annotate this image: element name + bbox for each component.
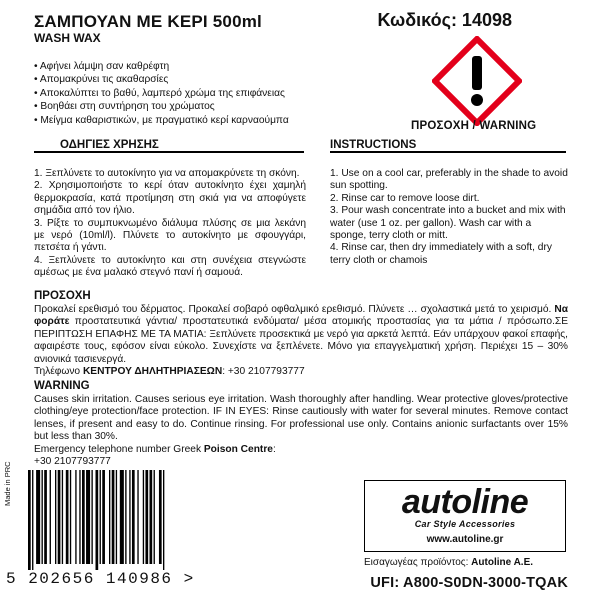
product-title: ΣΑΜΠΟΥΑΝ ΜΕ ΚΕΡΙ 500ml	[34, 12, 262, 31]
warning-en-text	[34, 394, 568, 468]
instruction-step: 3. Pour wash concentrate into a bucket and mix with water (use 1 oz. per gallon). Wash car with a sponge, terry cloth or mitt.	[330, 205, 566, 242]
feature-item: • Αποκαλύπτει το βαθύ, λαμπερό χρώμα της επιφάνειας	[34, 87, 289, 100]
origin-label: Made in PRC	[3, 461, 12, 506]
barcode-digits: 5 202656 140986 >	[6, 570, 195, 588]
barcode-bar	[145, 470, 148, 564]
barcode-bar	[70, 470, 71, 564]
barcode-bar	[132, 470, 135, 564]
section-divider	[34, 151, 304, 153]
product-code: Κωδικός: 14098	[377, 10, 512, 30]
barcode-bar	[163, 470, 164, 570]
instruction-step: 1. Use on a cool car, preferably in the shade to avoid sun spotting.	[330, 168, 568, 192]
barcode-bar	[86, 470, 90, 564]
brand-tagline: Car Style Accessories	[414, 519, 516, 529]
barcode-bar	[102, 470, 105, 564]
barcode-bar	[79, 470, 80, 564]
caution-gr-phone-number: : +30 2107793777	[222, 366, 305, 378]
barcode-bar	[96, 470, 99, 570]
instructions-en-list	[330, 168, 568, 267]
barcode-bar	[154, 470, 155, 564]
instructions-gr-heading: ΟΔΗΓΙΕΣ ΧΡΗΣΗΣ	[60, 139, 159, 151]
hazard-caption: ΠΡΟΣΟΧΗ / WARNING	[411, 120, 537, 132]
warning-en-body: Causes skin irritation. Causes serious eye irritation. Wash thoroughly after handling. Wear protective gloves/protective clothing/eye protection/face protection. IF IN EYES: Rinse cautiously with water for several minutes. Remove contact lenses, if present and easy to do. Continue rinsing. For professional use only. Contains anionic surfactants over 15% but less than 30%.	[34, 394, 568, 443]
brand-logo: autoline	[401, 483, 529, 521]
section-divider	[330, 151, 566, 153]
barcode-bar	[82, 470, 85, 564]
feature-item: • Μείγμα καθαριστικών, με πραγματικό κερί καρναούμπα	[34, 114, 289, 127]
instructions-en-heading: INSTRUCTIONS	[330, 139, 417, 151]
ufi-code: UFI: A800-S0DN-3000-TQAK	[370, 575, 568, 591]
caution-gr-text	[34, 304, 568, 378]
barcode-bar	[109, 470, 110, 564]
warning-en-heading: WARNING	[34, 380, 90, 392]
barcode	[24, 470, 214, 570]
caution-gr-text-2: προστατευτικά γάντια/ προστατευτικά ενδύματα/ μέσα ατομικής προστασίας για τα μάτια / πρόσωπο.ΣΕ ΠΕΡΙΠΤΩΣΗ ΕΠΑΦΗΣ ΜΕ ΤΑ ΜΑΤΙΑ: Ξεπλύνετε προσεκτικά με νερό για αρκετά λεπτά. Εάν υπάρχουν φακοί επαφής, αφαιρέστε τους, εφόσον είναι εύκολο. Συνεχίστε να ξεπλένετε. Μόνο για επαγγελματική χρήση. Περιέχει 15 – 30% ανιονικά τασιενεργά.	[34, 316, 568, 365]
barcode-bar	[112, 470, 115, 564]
product-subtitle: WASH WAX	[34, 31, 101, 45]
importer-prefix: Εισαγωγέας προϊόντος:	[364, 557, 472, 568]
importer-name: Autoline A.E.	[471, 557, 534, 568]
instructions-gr-list	[34, 168, 306, 280]
warning-en-phone-prefix: Emergency telephone number Greek	[34, 443, 204, 455]
instruction-step: 2. Rinse car to remove loose dirt.	[330, 192, 480, 204]
ghs07-exclamation-icon	[432, 36, 522, 126]
warning-en-phone-label: Poison Centre	[203, 443, 273, 455]
caution-gr-heading: ΠΡΟΣΟΧΗ	[34, 290, 91, 302]
barcode-bar	[28, 470, 31, 570]
barcode-bar	[32, 470, 33, 570]
caution-gr-text-1: Προκαλεί ερεθισμό του δέρματος. Προκαλεί σοβαρό οφθαλμικό ερεθισμό. Πλύνετε … σχολαστικά μετά το χειρισμό.	[34, 304, 555, 315]
barcode-bar	[36, 470, 40, 564]
barcode-bar	[91, 470, 92, 564]
instruction-step: 4. Rinse car, then dry immediately with a soft, dry terry cloth or chamois	[330, 242, 552, 266]
barcode-bar	[75, 470, 76, 564]
barcode-bar	[42, 470, 43, 564]
barcode-bar	[62, 470, 63, 564]
warning-en-phone-number: +30 2107793777	[34, 456, 111, 468]
instruction-step: 1. Ξεπλύνετε το αυτοκίνητο για να απομακρύνετε τη σκόνη.	[34, 168, 300, 179]
instruction-step: 2. Χρησιμοποιήστε το κερί όταν αυτοκίνητο έχει χαμηλή θερμοκρασία, κατά προτίμηση στη σκιά για να αποφύγετε σημάδια από τον ήλιο.	[34, 180, 306, 217]
caution-gr-phone-label: ΚΕΝΤΡΟΥ ΔΗΛΗΤΗΡΙΑΣΕΩΝ	[82, 366, 223, 378]
barcode-bar	[159, 470, 162, 564]
barcode-bar	[58, 470, 61, 564]
barcode-bar	[100, 470, 101, 564]
caution-gr-text-bold: Να φοράτε	[34, 304, 568, 328]
barcode-bar	[120, 470, 124, 564]
caution-gr-phone-prefix: Τηλέφωνο	[34, 366, 83, 378]
feature-item: • Απομακρύνει τις ακαθαρσίες	[34, 73, 289, 86]
importer-line	[364, 557, 566, 568]
brand-url: www.autoline.gr	[426, 534, 504, 545]
feature-list	[34, 60, 289, 127]
feature-item: • Αφήνει λάμψη σαν καθρέφτη	[34, 60, 289, 73]
feature-item: • Βοηθάει στη συντήρηση του χρώματος	[34, 100, 289, 113]
barcode-bar	[55, 470, 56, 564]
barcode-bar	[129, 470, 130, 564]
instruction-step: 3. Ρίξτε το συμπυκνωμένο διάλυμα πλύσης σε μια λεκάνη με νερό (10ml/l). Πλύνετε το αυτοκίνητο με σφουγγάρι, πετσέτα ή γάντι.	[34, 217, 306, 254]
barcode-bar	[66, 470, 69, 564]
barcode-bar	[125, 470, 126, 564]
barcode-bar	[143, 470, 144, 564]
instruction-step: 4. Ξεπλύνετε το αυτοκίνητο και στη συνέχεια στεγνώστε αμέσως με ένα μαλακό στεγνό πανί ή σαμουά.	[34, 254, 306, 279]
barcode-bar	[150, 470, 153, 564]
barcode-bar	[116, 470, 117, 564]
barcode-bar	[50, 470, 51, 564]
warning-en-phone-suffix: :	[272, 443, 276, 455]
barcode-bar	[137, 470, 138, 564]
barcode-bar	[44, 470, 47, 564]
